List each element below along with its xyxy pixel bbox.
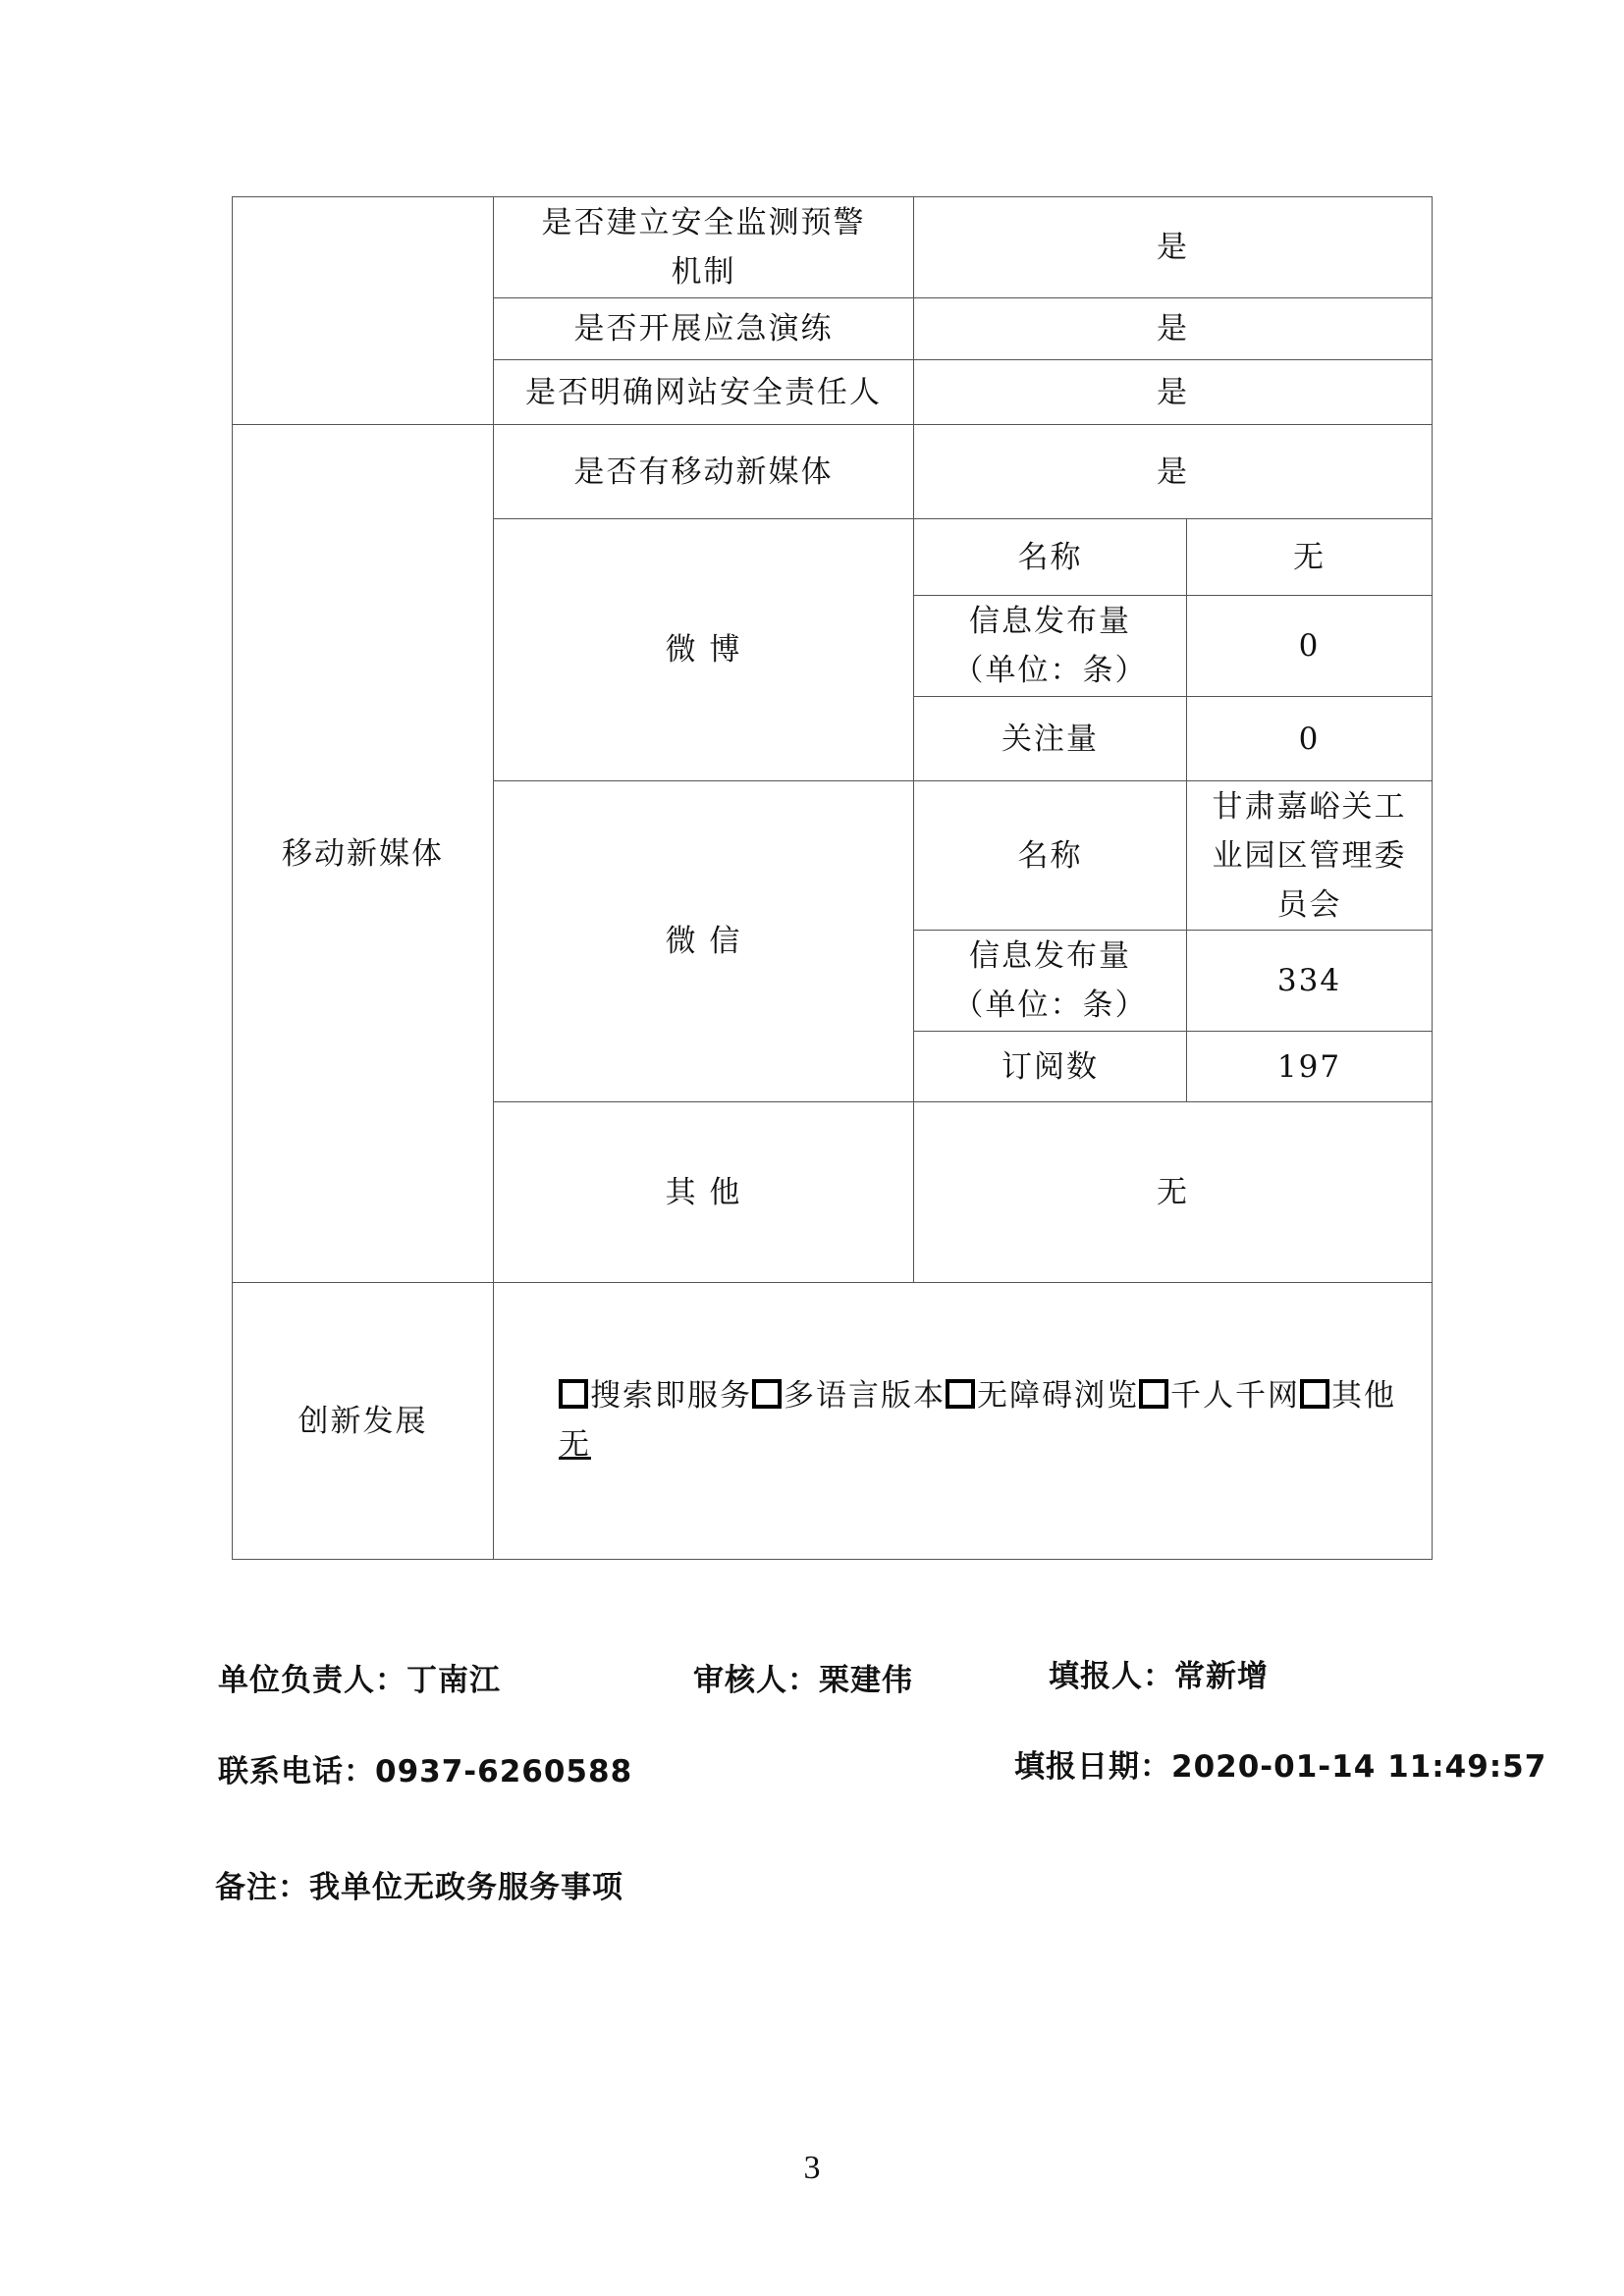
security-officer-label: 是否明确网站安全责任人 (494, 360, 914, 425)
wechat-posts-label-line1: 信息发布量 (969, 938, 1131, 974)
innovation-options (494, 1283, 1433, 1560)
has-mobile-media-value: 是 (914, 425, 1433, 519)
weibo-followers-value: 0 (1187, 697, 1433, 781)
emergency-drill-label: 是否开展应急演练 (494, 298, 914, 360)
wechat-posts-value: 334 (1187, 931, 1433, 1032)
weibo-posts-value: 0 (1187, 596, 1433, 697)
contact-phone: 联系电话：0937-6260588 (218, 1754, 633, 1789)
emergency-drill-value: 是 (914, 298, 1433, 360)
other-media-value: 无 (914, 1102, 1433, 1283)
other-media-label: 其 他 (494, 1102, 914, 1283)
security-monitoring-value: 是 (914, 197, 1433, 298)
weibo-posts-label-line1: 信息发布量 (969, 604, 1131, 639)
report-table (232, 196, 1433, 1560)
checkbox-icon[interactable] (1300, 1379, 1329, 1409)
wechat-name-label: 名称 (914, 781, 1187, 931)
wechat-posts-label (914, 931, 1187, 1032)
option-search-service: 搜索即服务 (590, 1378, 752, 1414)
security-monitoring-label: 是否建立安全监测预警机制 (494, 197, 914, 298)
checkbox-icon[interactable] (559, 1379, 588, 1409)
filler: 填报人：常新增 (1049, 1659, 1269, 1694)
has-mobile-media-label: 是否有移动新媒体 (494, 425, 914, 519)
remark-note: 备注：我单位无政务服务事项 (215, 1870, 623, 1905)
checkbox-icon[interactable] (946, 1379, 975, 1409)
security-officer-value: 是 (914, 360, 1433, 425)
wechat-posts-label-line2: （单位：条） (952, 988, 1148, 1023)
checkbox-icon[interactable] (752, 1379, 782, 1409)
other-innovation-value: 无 (559, 1427, 591, 1463)
checkbox-icon[interactable] (1139, 1379, 1168, 1409)
weibo-name-value: 无 (1187, 519, 1433, 596)
wechat-subs-label: 订阅数 (914, 1032, 1187, 1102)
security-section-cell (233, 197, 494, 425)
wechat-name-value: 甘肃嘉峪关工业园区管理委员会 (1187, 781, 1433, 931)
weibo-name-label: 名称 (914, 519, 1187, 596)
weibo-posts-label-line2: （单位：条） (952, 653, 1148, 688)
unit-head: 单位负责人：丁南江 (218, 1663, 501, 1698)
weibo-followers-label: 关注量 (914, 697, 1187, 781)
option-personalized: 千人千网 (1170, 1378, 1300, 1414)
wechat-subs-value: 197 (1187, 1032, 1433, 1102)
wechat-label: 微 信 (494, 781, 914, 1102)
option-other: 其他 (1331, 1378, 1396, 1414)
option-accessibility: 无障碍浏览 (977, 1378, 1139, 1414)
page-number: 3 (803, 2150, 821, 2186)
innovation-section-label: 创新发展 (233, 1283, 494, 1560)
mobile-media-section-label: 移动新媒体 (233, 425, 494, 1283)
fill-date: 填报日期：2020-01-14 11:49:57 (1014, 1749, 1547, 1785)
reviewer: 审核人：栗建伟 (693, 1663, 913, 1698)
option-multilingual: 多语言版本 (784, 1378, 946, 1414)
weibo-label: 微 博 (494, 519, 914, 781)
weibo-posts-label (914, 596, 1187, 697)
